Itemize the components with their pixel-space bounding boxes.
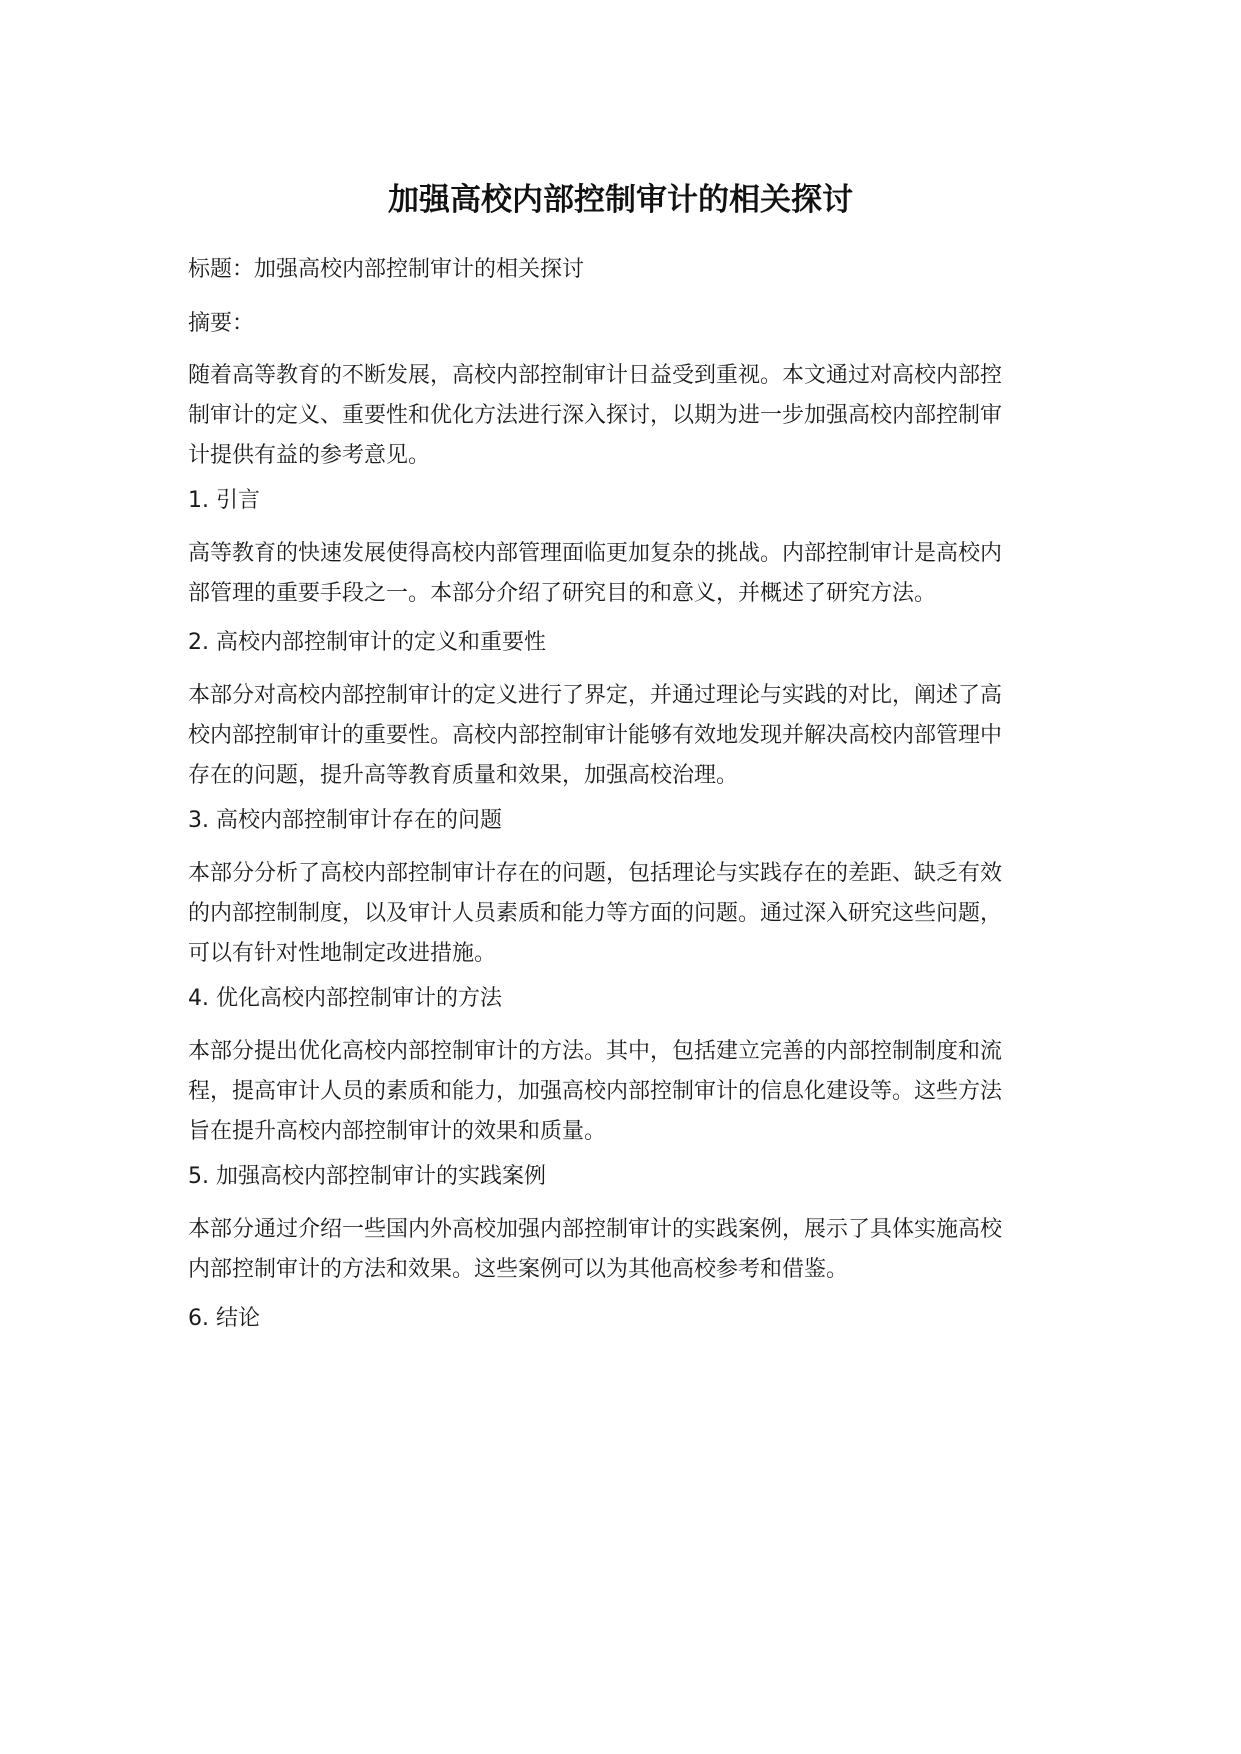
- section-paragraph-2: 本部分对高校内部控制审计的定义进行了界定，并通过理论与实践的对比，阐述了高 校内部控制审计的重要性。高校内部控制审计能够有效地发现并解决高校内部管理中 存在的问题，提升高等教育质量和效果，加强高校治理。: [188, 683, 1003, 788]
- meta-title-line: 标题：加强高校内部控制审计的相关探讨: [188, 257, 585, 282]
- section-heading-3: 3. 高校内部控制审计存在的问题: [188, 808, 502, 833]
- section-heading-4: 4. 优化高校内部控制审计的方法: [188, 986, 502, 1011]
- section-paragraph-4: 本部分提出优化高校内部控制审计的方法。其中，包括建立完善的内部控制制度和流 程，提高审计人员的素质和能力，加强高校内部控制审计的信息化建设等。这些方法 旨在提升高校内部控制审计的效果和质量。: [188, 1039, 1003, 1144]
- section-heading-6: 6. 结论: [188, 1306, 260, 1331]
- section-heading-2: 2. 高校内部控制审计的定义和重要性: [188, 630, 546, 655]
- section-heading-1: 1. 引言: [188, 488, 260, 513]
- abstract-label: 摘要：: [188, 311, 255, 336]
- section-paragraph-3: 本部分分析了高校内部控制审计存在的问题，包括理论与实践存在的差距、缺乏有效 的内部控制制度，以及审计人员素质和能力等方面的问题。通过深入研究这些问题， 可以有针对性地制定改进措施。: [188, 861, 1003, 966]
- section-heading-5: 5. 加强高校内部控制审计的实践案例: [188, 1164, 546, 1189]
- page-title: 加强高校内部控制审计的相关探讨: [388, 182, 853, 218]
- abstract-paragraph: 随着高等教育的不断发展，高校内部控制审计日益受到重视。本文通过对高校内部控 制审计的定义、重要性和优化方法进行深入探讨，以期为进一步加强高校内部控制审 计提供有益的参考意见。: [188, 363, 1003, 468]
- section-paragraph-5: 本部分通过介绍一些国内外高校加强内部控制审计的实践案例，展示了具体实施高校 内部控制审计的方法和效果。这些案例可以为其他高校参考和借鉴。: [188, 1217, 1003, 1282]
- section-paragraph-1: 高等教育的快速发展使得高校内部管理面临更加复杂的挑战。内部控制审计是高校内 部管理的重要手段之一。本部分介绍了研究目的和意义，并概述了研究方法。: [188, 541, 1003, 606]
